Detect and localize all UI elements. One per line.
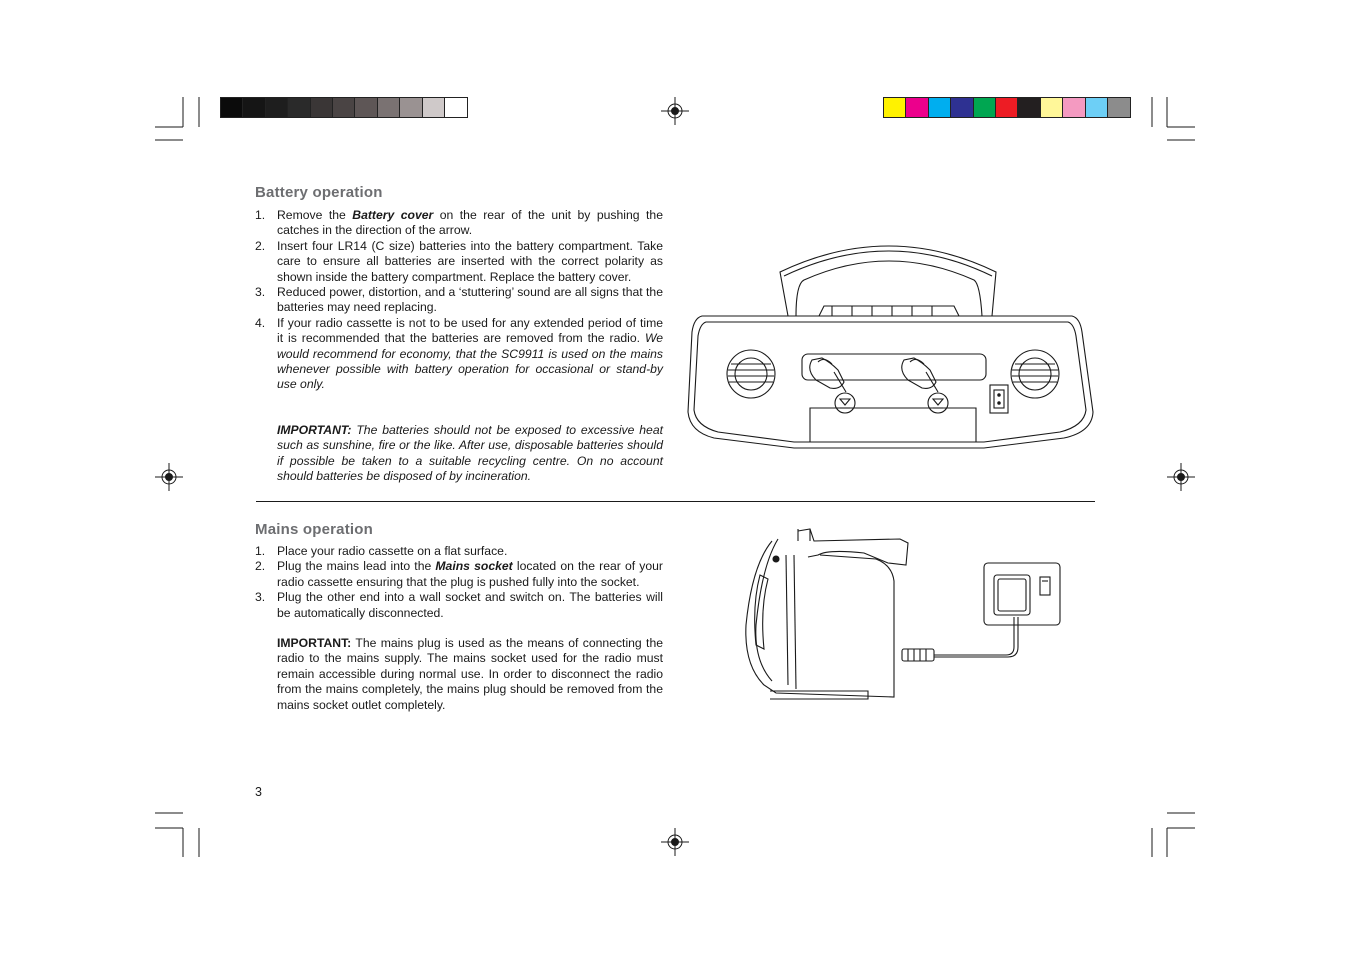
section-divider xyxy=(256,501,1095,502)
calibration-swatch xyxy=(378,98,400,117)
calibration-swatch xyxy=(311,98,333,117)
calibration-swatch xyxy=(1063,98,1085,117)
calibration-swatch xyxy=(288,98,310,117)
mains-connection-illustration xyxy=(738,525,1068,705)
mains-step-3: 3. Plug the other end into a wall socket and switch on. The batteries will be automatically disconnected. xyxy=(255,590,663,620)
mains-steps xyxy=(255,544,663,621)
battery-step-3: 3. Reduced power, distortion, and a ‘stuttering’ sound are all signs that the batteries may need replacing. xyxy=(255,285,663,315)
calibration-swatch xyxy=(1041,98,1063,117)
battery-important-label: IMPORTANT: xyxy=(277,423,352,437)
economy-recommendation: We would recommend for economy, that the SC9911 is used on the mains whenever possible with battery operation for occasional or stand-by use only. xyxy=(277,331,663,392)
calibration-swatch xyxy=(400,98,422,117)
mains-heading: Mains operation xyxy=(255,521,374,538)
calibration-swatch xyxy=(423,98,445,117)
grayscale-calibration-bar xyxy=(220,97,468,118)
calibration-swatch xyxy=(906,98,928,117)
battery-step-4: 4. If your radio cassette is not to be used for any extended period of time it is recommended that the batteries are removed from the radio. We would recommend for economy, that the SC9911 is used on the mains whenever possible with battery operation for occasional or stand-by use only. xyxy=(255,315,663,392)
calibration-swatch xyxy=(355,98,377,117)
calibration-swatch xyxy=(266,98,288,117)
calibration-swatch xyxy=(1018,98,1040,117)
calibration-swatch xyxy=(333,98,355,117)
mains-important-label: IMPORTANT: xyxy=(277,636,352,650)
mains-socket-term: Mains socket xyxy=(435,559,513,574)
calibration-swatch xyxy=(929,98,951,117)
calibration-swatch xyxy=(974,98,996,117)
battery-steps xyxy=(255,208,663,393)
radio-cassette-front-illustration xyxy=(684,232,1098,452)
calibration-swatch xyxy=(243,98,265,117)
calibration-swatch xyxy=(221,98,243,117)
calibration-swatch xyxy=(884,98,906,117)
calibration-swatch xyxy=(1086,98,1108,117)
battery-step-2: 2. Insert four LR14 (C size) batteries into the battery compartment. Take care to ensure all batteries are inserted with the correct polarity as shown inside the battery compartment. Replace the battery cover. xyxy=(255,238,663,284)
battery-cover-term: Battery cover xyxy=(352,208,434,222)
calibration-swatch xyxy=(996,98,1018,117)
page-number: 3 xyxy=(255,785,262,799)
mains-step-2: 2. Plug the mains lead into the Mains socket located on the rear of your radio cassette ensuring that the plug is pushed fully into the socket. xyxy=(255,559,663,589)
battery-step-1: 1. Remove the Battery cover on the rear of the unit by pushing the catches in the direction of the arrow. xyxy=(255,208,663,238)
color-calibration-bar xyxy=(883,97,1131,118)
calibration-swatch xyxy=(1108,98,1130,117)
mains-step-1: 1. Place your radio cassette on a flat surface. xyxy=(255,544,508,558)
calibration-swatch xyxy=(445,98,467,117)
calibration-swatch xyxy=(951,98,973,117)
battery-heading: Battery operation xyxy=(255,184,383,201)
battery-important-note: IMPORTANT: The batteries should not be exposed to excessive heat such as sunshine, fire or the like. After use, disposable batteries should if possible be taken to a suitable recycling centre. On no account should batteries be disposed of by incineration. xyxy=(277,423,663,484)
mains-important-note: IMPORTANT: The mains plug is used as the means of connecting the radio to the mains supply. The mains socket used for the radio must remain accessible during normal use. In order to disconnect the radio from the mains completely, the mains plug should be removed from the mains socket outlet completely. xyxy=(277,636,663,712)
